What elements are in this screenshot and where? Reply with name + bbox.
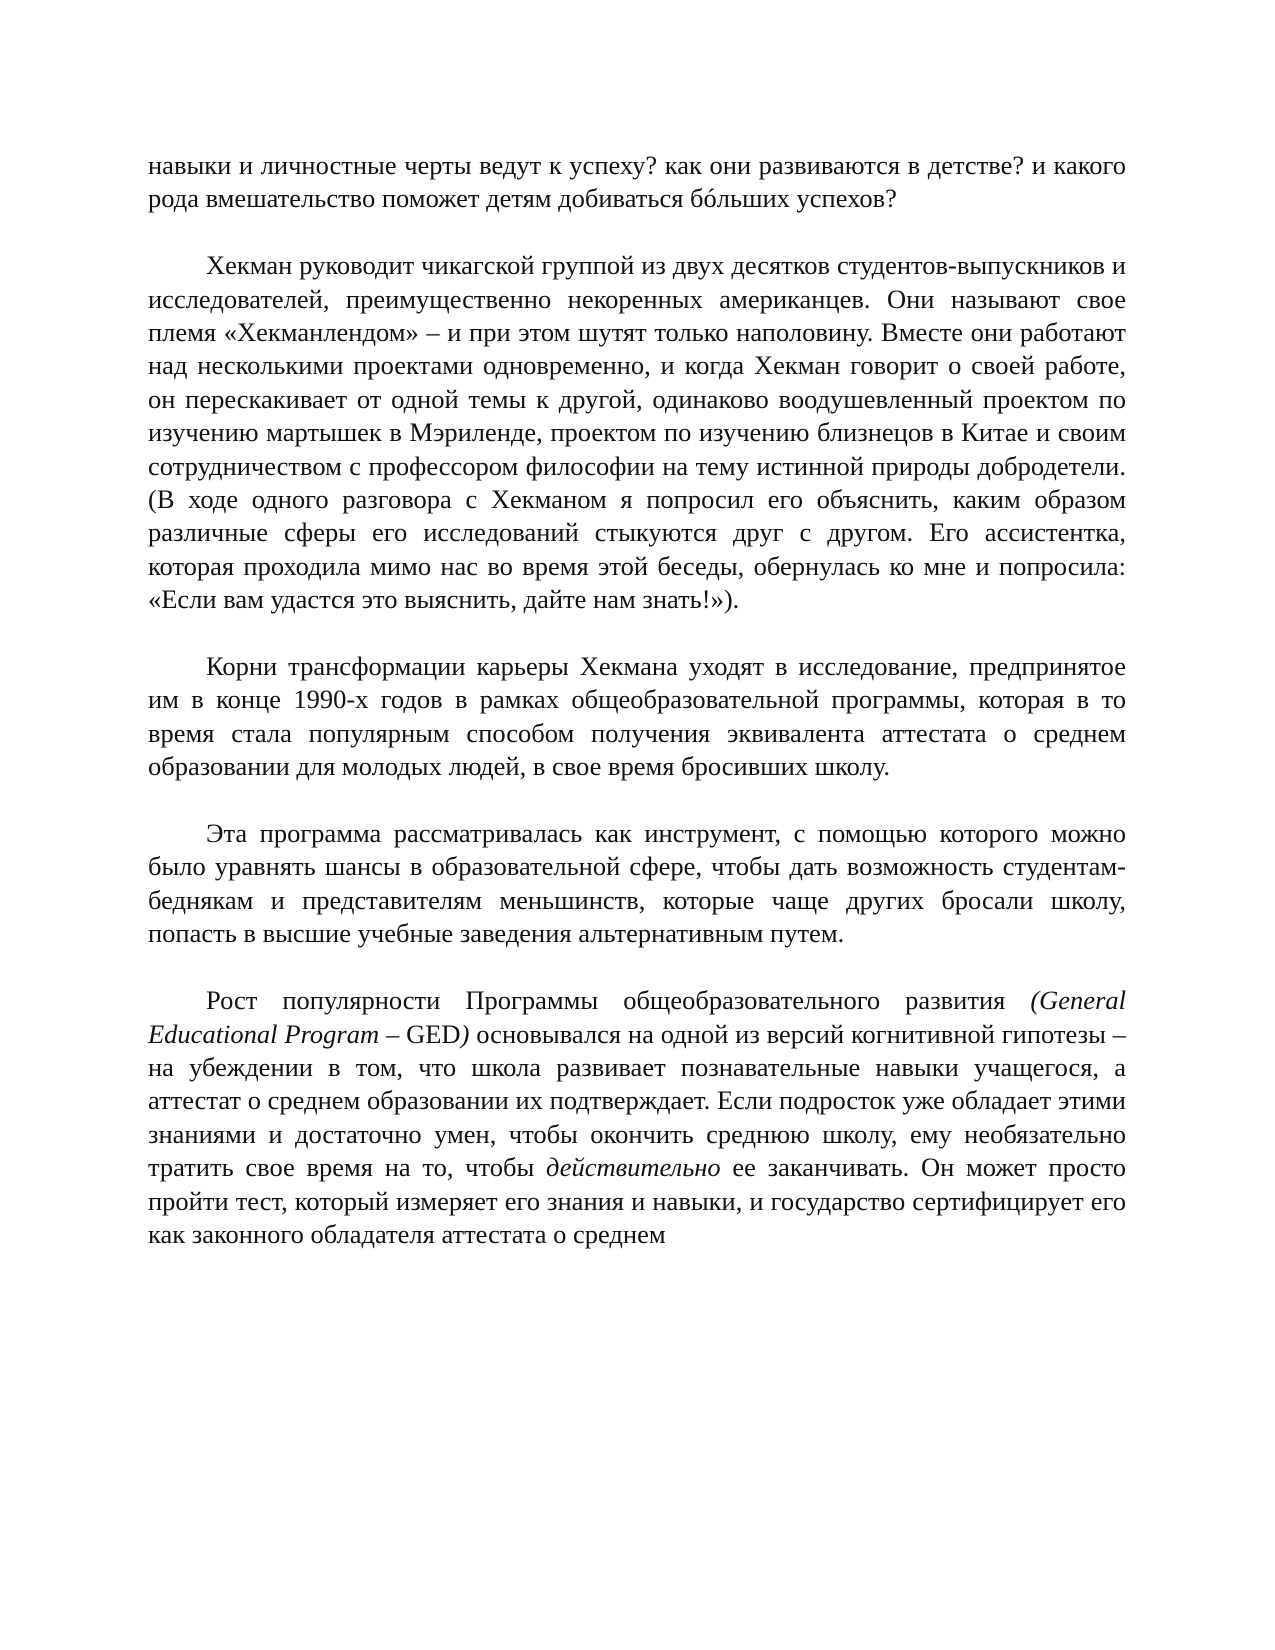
paragraph-4-text: Эта программа рассматривалась как инструмент, с помощью которого можно было уравнять шансы в образовательной сфере, чтобы дать возможность студентам-беднякам и представителям меньшинств, которые чаще других бросали школу, попасть в высшие учебные заведения альтернативным путем. — [148, 818, 1126, 949]
paragraph-5-text-end: ее заканчивать. Он может просто пройти тест, который измеряет его знания и навыки, и государство сертифицирует его как законного обладателя аттестата о среднем — [148, 1152, 1126, 1249]
closing-parenthesis: ) — [460, 1018, 470, 1049]
paragraph-5-text-middle: основывался на одной из версий когнитивной гипотезы – на убеждении в том, что школа развивает познавательные навыки учащегося, а аттестат о среднем образовании их подтверждает. Если подросток уже обладает этими знаниями и достаточно умен, чтобы окончить среднюю школу, ему необязательно тратить свое время на то, чтобы — [148, 1018, 1126, 1183]
ged-abbreviation: – GED — [379, 1018, 461, 1049]
paragraph-2 — [148, 249, 1126, 616]
paragraph-2-text: Хекман руководит чикагской группой из двух десятков студентов-выпускников и исследователей, преимущественно некоренных американцев. Они называют свое племя «Хекманлендом» – и при этом шутят только наполовину. Вместе они работают над несколькими проектами одновременно, и когда Хекман говорит о своей работе, он перескакивает от одной темы к другой, одинаково воодушевленный проектом по изучению мартышек в Мэриленде, проектом по изучению близнецов в Китае и своим сотрудничеством с профессором философии на тему истинной природы добродетели. (В ходе одного разговора с Хекманом я попросил его объяснить, каким образом различные сферы его исследований стыкуются друг с другом. Его ассистентка, которая проходила мимо нас во время этой беседы, обернулась ко мне и попросила: «Если вам удастся это выяснить, дайте нам знать!»). — [148, 250, 1126, 615]
paragraph-3 — [148, 650, 1126, 784]
paragraph-4 — [148, 817, 1126, 951]
ged-english-name: (General Educational Program — [148, 985, 1126, 1049]
paragraph-3-text: Корни трансформации карьеры Хекмана уходят в исследование, предпринятое им в конце 1990-х годов в рамках общеобразовательной программы, которая в то время стала популярным способом получения эквивалента аттестата о среднем образовании для молодых людей, в свое время бросивших школу. — [148, 651, 1126, 782]
paragraph-1-text: навыки и личностные черты ведут к успеху? как они развиваются в детстве? и какого рода вмешательство поможет детям добиваться бóльших успехов? — [148, 150, 1126, 214]
paragraph-5-text-start: Рост популярности Программы общеобразовательного развития — [206, 985, 1031, 1016]
paragraph-1 — [148, 149, 1126, 216]
paragraph-5 — [148, 984, 1126, 1251]
body-text — [148, 149, 1126, 1251]
emphasis-word: действительно — [546, 1152, 721, 1183]
